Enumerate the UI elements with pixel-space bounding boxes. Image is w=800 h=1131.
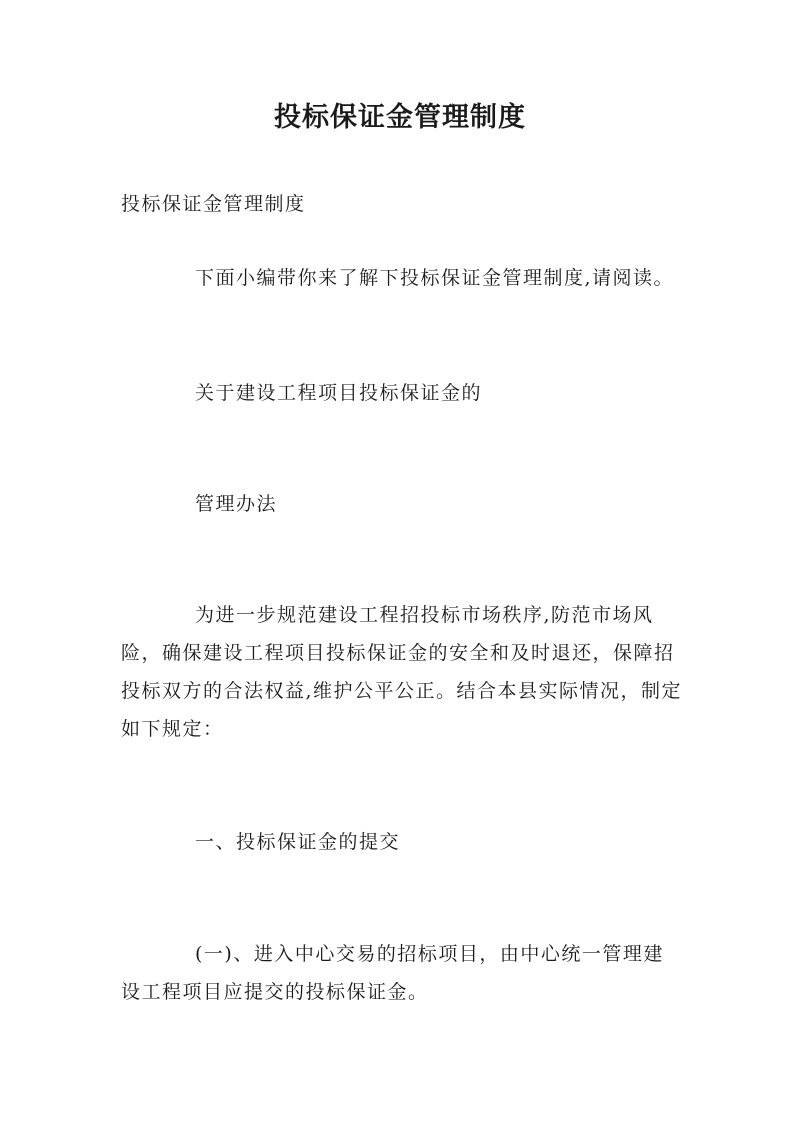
paragraph-clause-1: (一)、进入中心交易的招标项目，由中心统一管理建设工程项目应提交的投标保证金。 <box>121 943 664 1003</box>
document-title: 投标保证金管理制度 <box>274 102 526 133</box>
paragraph-purpose: 为进一步规范建设工程招投标市场秩序,防范市场风险，确保建设工程项目投标保证金的安全和及时退还，保障招投标双方的合法权益,维护公平公正。结合本县实际情况，制定如下规定： <box>121 604 683 740</box>
paragraph-intro: 下面小编带你来了解下投标保证金管理制度,请阅读。 <box>195 267 675 289</box>
paragraph-heading-line2: 管理办法 <box>195 493 278 515</box>
section-heading-1: 一、投标保证金的提交 <box>195 831 401 853</box>
paragraph-subtitle: 投标保证金管理制度 <box>121 193 306 215</box>
paragraph-heading-line1: 关于建设工程项目投标保证金的 <box>195 382 483 404</box>
